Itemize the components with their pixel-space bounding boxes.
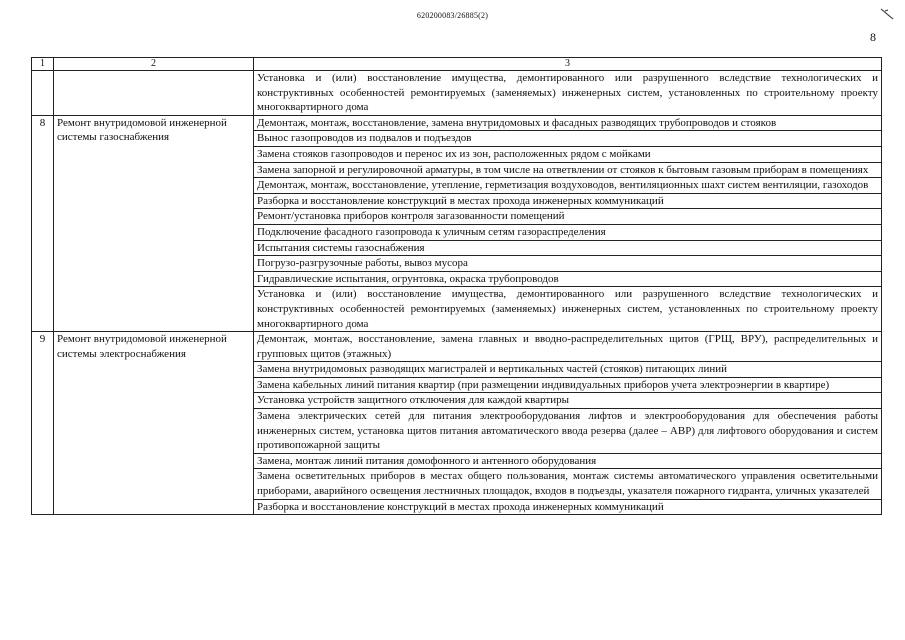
header-row	[32, 58, 882, 71]
work-item: Разборка и восстановление конструкций в местах прохода инженерных коммуникаций	[254, 193, 882, 209]
header-cell-works: 3	[254, 58, 882, 71]
works-table	[31, 57, 882, 515]
pen-mark-icon	[880, 8, 894, 20]
work-item: Замена внутридомовых разводящих магистралей и вертикальных частей (стояков) питающих линий	[254, 362, 882, 378]
work-item: Испытания системы газоснабжения	[254, 240, 882, 256]
work-item: Замена осветительных приборов в местах общего пользования, монтаж системы автоматического управления осветительными приборами, аварийного освещения лестничных площадок, входов в подъезды, указателя пожарного гидранта, уличных указателей	[254, 469, 882, 499]
work-item: Подключение фасадного газопровода к уличным сетям газораспределения	[254, 224, 882, 240]
work-item: Демонтаж, монтаж, восстановление, замена главных и вводно-распределительных щитов (ГРЩ, ВРУ), распределительных и групповых щитов (этажных)	[254, 332, 882, 362]
work-item: Замена кабельных линий питания квартир (при размещении индивидуальных приборов учета электроэнергии в квартире)	[254, 377, 882, 393]
document-code: 620200083/26885(2)	[416, 11, 489, 20]
continuation-row	[32, 71, 882, 116]
table-row	[32, 115, 882, 131]
section-number: 8	[32, 115, 54, 331]
work-item: Замена стояков газопроводов и перенос их из зон, расположенных рядом с мойками	[254, 146, 882, 162]
table-row	[32, 332, 882, 362]
section-number: 9	[32, 332, 54, 515]
work-item: Замена запорной и регулировочной арматуры, в том числе на ответвлении от стояков к бытовым газовым приборам в помещениях	[254, 162, 882, 178]
work-item: Вынос газопроводов из подвалов и подъездов	[254, 131, 882, 147]
work-cell: Установка и (или) восстановление имущества, демонтированного или разрушенного вследствие технологических и конструктивных особенностей ремонтируемых (заменяемых) инженерных систем, установленных по строительному проекту многоквартирного дома	[254, 71, 882, 116]
work-item: Ремонт/установка приборов контроля загазованности помещений	[254, 209, 882, 225]
work-item: Погрузо-разгрузочные работы, вывоз мусора	[254, 256, 882, 272]
num-cell	[32, 71, 54, 116]
section-name: Ремонт внутридомовой инженерной системы электроснабжения	[54, 332, 254, 515]
work-item: Установка устройств защитного отключения для каждой квартиры	[254, 393, 882, 409]
page-number: 8	[870, 30, 876, 44]
work-item: Демонтаж, монтаж, восстановление, утепление, герметизация воздуховодов, вентиляционных шахт систем вентиляции, газоходов	[254, 178, 882, 194]
header-cell-num: 1	[32, 58, 54, 71]
name-cell	[54, 71, 254, 116]
header-cell-name: 2	[54, 58, 254, 71]
section-name: Ремонт внутридомовой инженерной системы газоснабжения	[54, 115, 254, 331]
work-item: Установка и (или) восстановление имущества, демонтированного или разрушенного вследствие технологических и конструктивных особенностей ремонтируемых (заменяемых) инженерных систем, установленных по строительному проекту многоквартирного дома	[254, 287, 882, 332]
work-item: Разборка и восстановление конструкций в местах прохода инженерных коммуникаций	[254, 499, 882, 515]
work-item: Гидравлические испытания, огрунтовка, окраска трубопроводов	[254, 271, 882, 287]
work-item: Замена, монтаж линий питания домофонного и антенного оборудования	[254, 453, 882, 469]
work-item: Замена электрических сетей для питания электрооборудования лифтов и электрооборудования для обеспечения работы инженерных систем, установка щитов питания автоматического ввода резерва (далее – АВР) для лифтового оборудования и систем противопожарной защиты	[254, 409, 882, 454]
work-item: Демонтаж, монтаж, восстановление, замена внутридомовых и фасадных разводящих трубопроводов и стояков	[254, 115, 882, 131]
